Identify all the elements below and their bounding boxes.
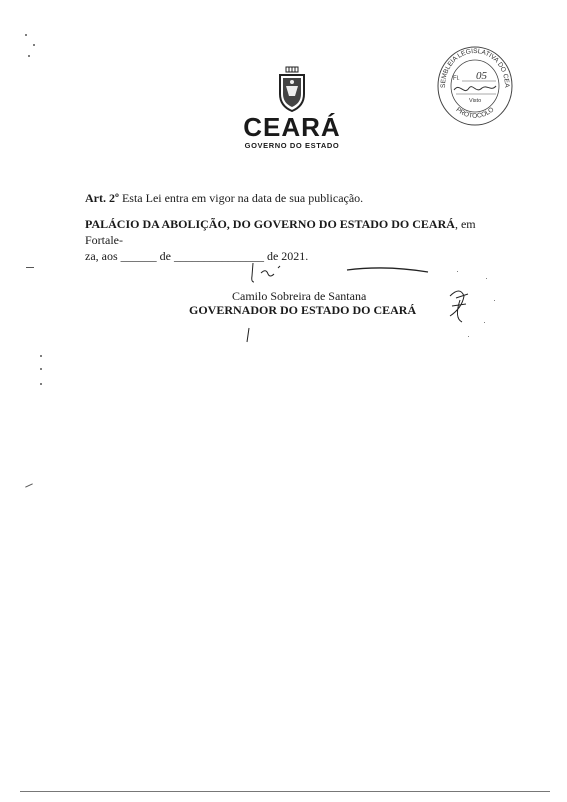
scan-speck xyxy=(26,267,34,268)
coat-of-arms-icon xyxy=(277,66,307,112)
scan-speck xyxy=(33,44,35,46)
stamp-ring-text: SEMBLEIA LEGISLATIVA DO CEA xyxy=(439,47,511,89)
stamp-signature xyxy=(454,86,496,91)
scan-speck xyxy=(25,483,33,487)
scan-speck xyxy=(468,336,469,337)
article-paragraph xyxy=(85,190,505,206)
stamp-protocol-text: PROTOCOLO xyxy=(454,106,496,120)
scan-speck xyxy=(486,278,487,279)
article-label: Art. 2º xyxy=(85,191,119,205)
scan-speck xyxy=(28,55,30,57)
palace-heading: PALÁCIO DA ABOLIÇÃO, DO GOVERNO DO ESTADO DO CEARÁ xyxy=(85,217,455,231)
scan-speck xyxy=(494,300,495,301)
signatory-name: Camilo Sobreira de Santana xyxy=(232,289,367,303)
stamp-fl-value: 05 xyxy=(476,70,487,82)
page-bottom-rule xyxy=(20,791,550,792)
closing-tail: , em Fortale- xyxy=(85,217,476,247)
scan-speck xyxy=(40,383,42,385)
closing-line-2: za, aos ______ de _______________ de 2021. xyxy=(85,249,309,263)
article-text: Esta Lei entra em vigor na data de sua publicação. xyxy=(118,191,364,205)
closing-paragraph xyxy=(85,216,505,264)
scan-speck xyxy=(40,368,42,370)
protocol-stamp xyxy=(436,44,514,131)
stamp-visto-label: Visto xyxy=(469,98,482,104)
brand-subtitle: GOVERNO DO ESTADO xyxy=(244,141,340,150)
brand-name: CEARÁ xyxy=(243,112,341,142)
scan-speck xyxy=(484,322,485,323)
svg-text:PROTOCOLO xyxy=(455,106,496,120)
stamp-fl-label: Fl. xyxy=(453,76,460,82)
scan-speck xyxy=(457,271,458,272)
state-logo xyxy=(242,66,342,150)
closing-line-1 xyxy=(85,216,505,248)
scan-speck xyxy=(40,355,42,357)
scan-speck xyxy=(25,34,27,36)
signatory-title: GOVERNADOR DO ESTADO DO CEARÁ xyxy=(189,303,417,317)
